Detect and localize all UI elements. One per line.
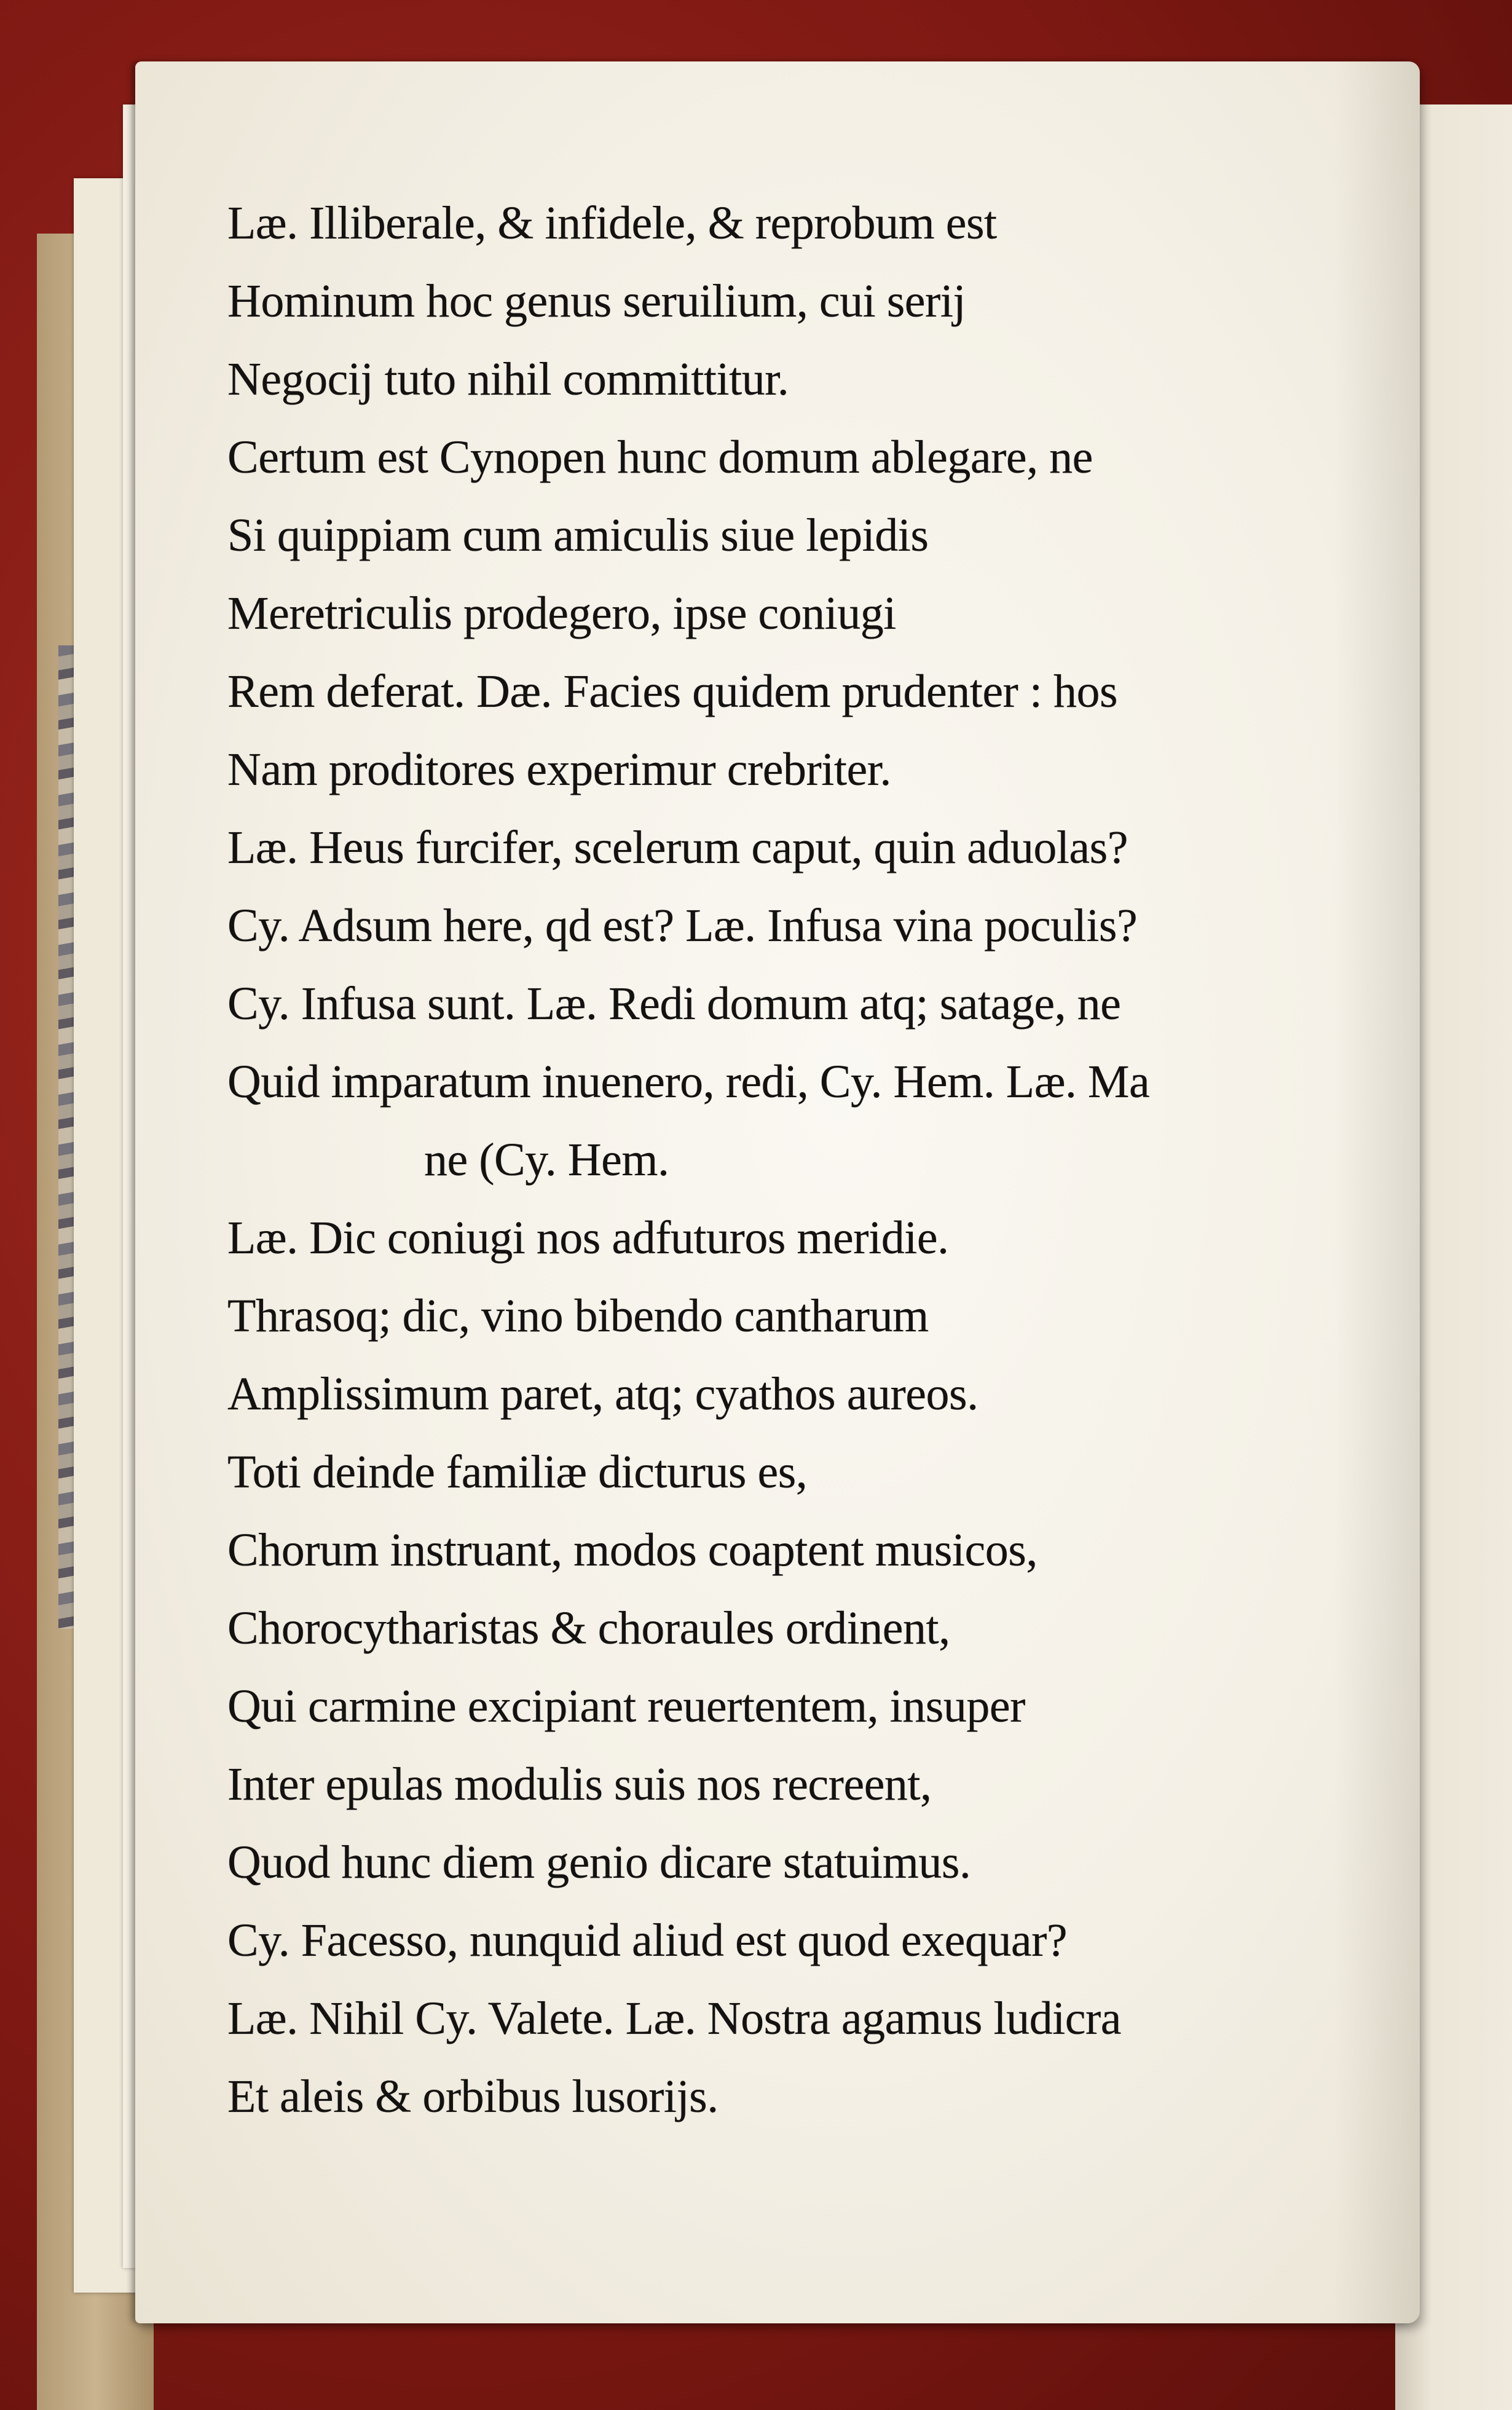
text-line: Læ. Dic coniugi nos adfuturos meridie.: [227, 1212, 949, 1264]
text-line: Certum est Cynopen hunc domum ablegare, ne: [227, 431, 1093, 483]
text-line: Cy. Adsum here, qd est? Læ. Infusa vina poculis?: [227, 900, 1138, 951]
text-line: Negocij tuto nihil committitur.: [227, 353, 789, 405]
text-line: Cy. Infusa sunt. Læ. Redi domum atq; satage, ne: [227, 978, 1121, 1030]
text-line: Nam proditores experimur crebriter.: [227, 744, 891, 795]
text-line: Quod hunc diem genio dicare statuimus.: [227, 1837, 971, 1888]
text-line: Inter epulas modulis suis nos recreent,: [227, 1758, 932, 1810]
text-line: Chorum instruant, modos coaptent musicos,: [227, 1524, 1038, 1576]
text-line: Amplissimum paret, atq; cyathos aureos.: [227, 1368, 978, 1420]
text-line: Si quippiam cum amiculis siue lepidis: [227, 510, 929, 561]
text-line: ne (Cy. Hem.: [424, 1134, 669, 1186]
text-line: Læ. Illiberale, & infidele, & reprobum est: [227, 197, 997, 249]
text-line: Hominum hoc genus seruilium, cui serij: [227, 275, 966, 327]
text-line: Cy. Facesso, nunquid aliud est quod exequar?: [227, 1915, 1068, 1966]
page-text: [227, 184, 1371, 2136]
text-line: Chorocytharistas & choraules ordinent,: [227, 1602, 950, 1654]
text-line: Toti deinde familiæ dicturus es,: [227, 1446, 808, 1498]
text-line: Meretriculis prodegero, ipse coniugi: [227, 588, 896, 639]
text-line: Thrasoq; dic, vino bibendo cantharum: [227, 1290, 929, 1342]
text-line: Et aleis & orbibus lusorijs.: [227, 2071, 719, 2122]
text-line: Rem deferat. Dæ. Facies quidem prudenter : hos: [227, 666, 1118, 717]
text-line: Qui carmine excipiant reuertentem, insuper: [227, 1680, 1025, 1732]
text-line: Quid imparatum inuenero, redi, Cy. Hem. Læ. Ma: [227, 1056, 1150, 1108]
text-line: Læ. Nihil Cy. Valete. Læ. Nostra agamus ludicra: [227, 1993, 1122, 2044]
text-line: Læ. Heus furcifer, scelerum caput, quin aduolas?: [227, 822, 1128, 873]
